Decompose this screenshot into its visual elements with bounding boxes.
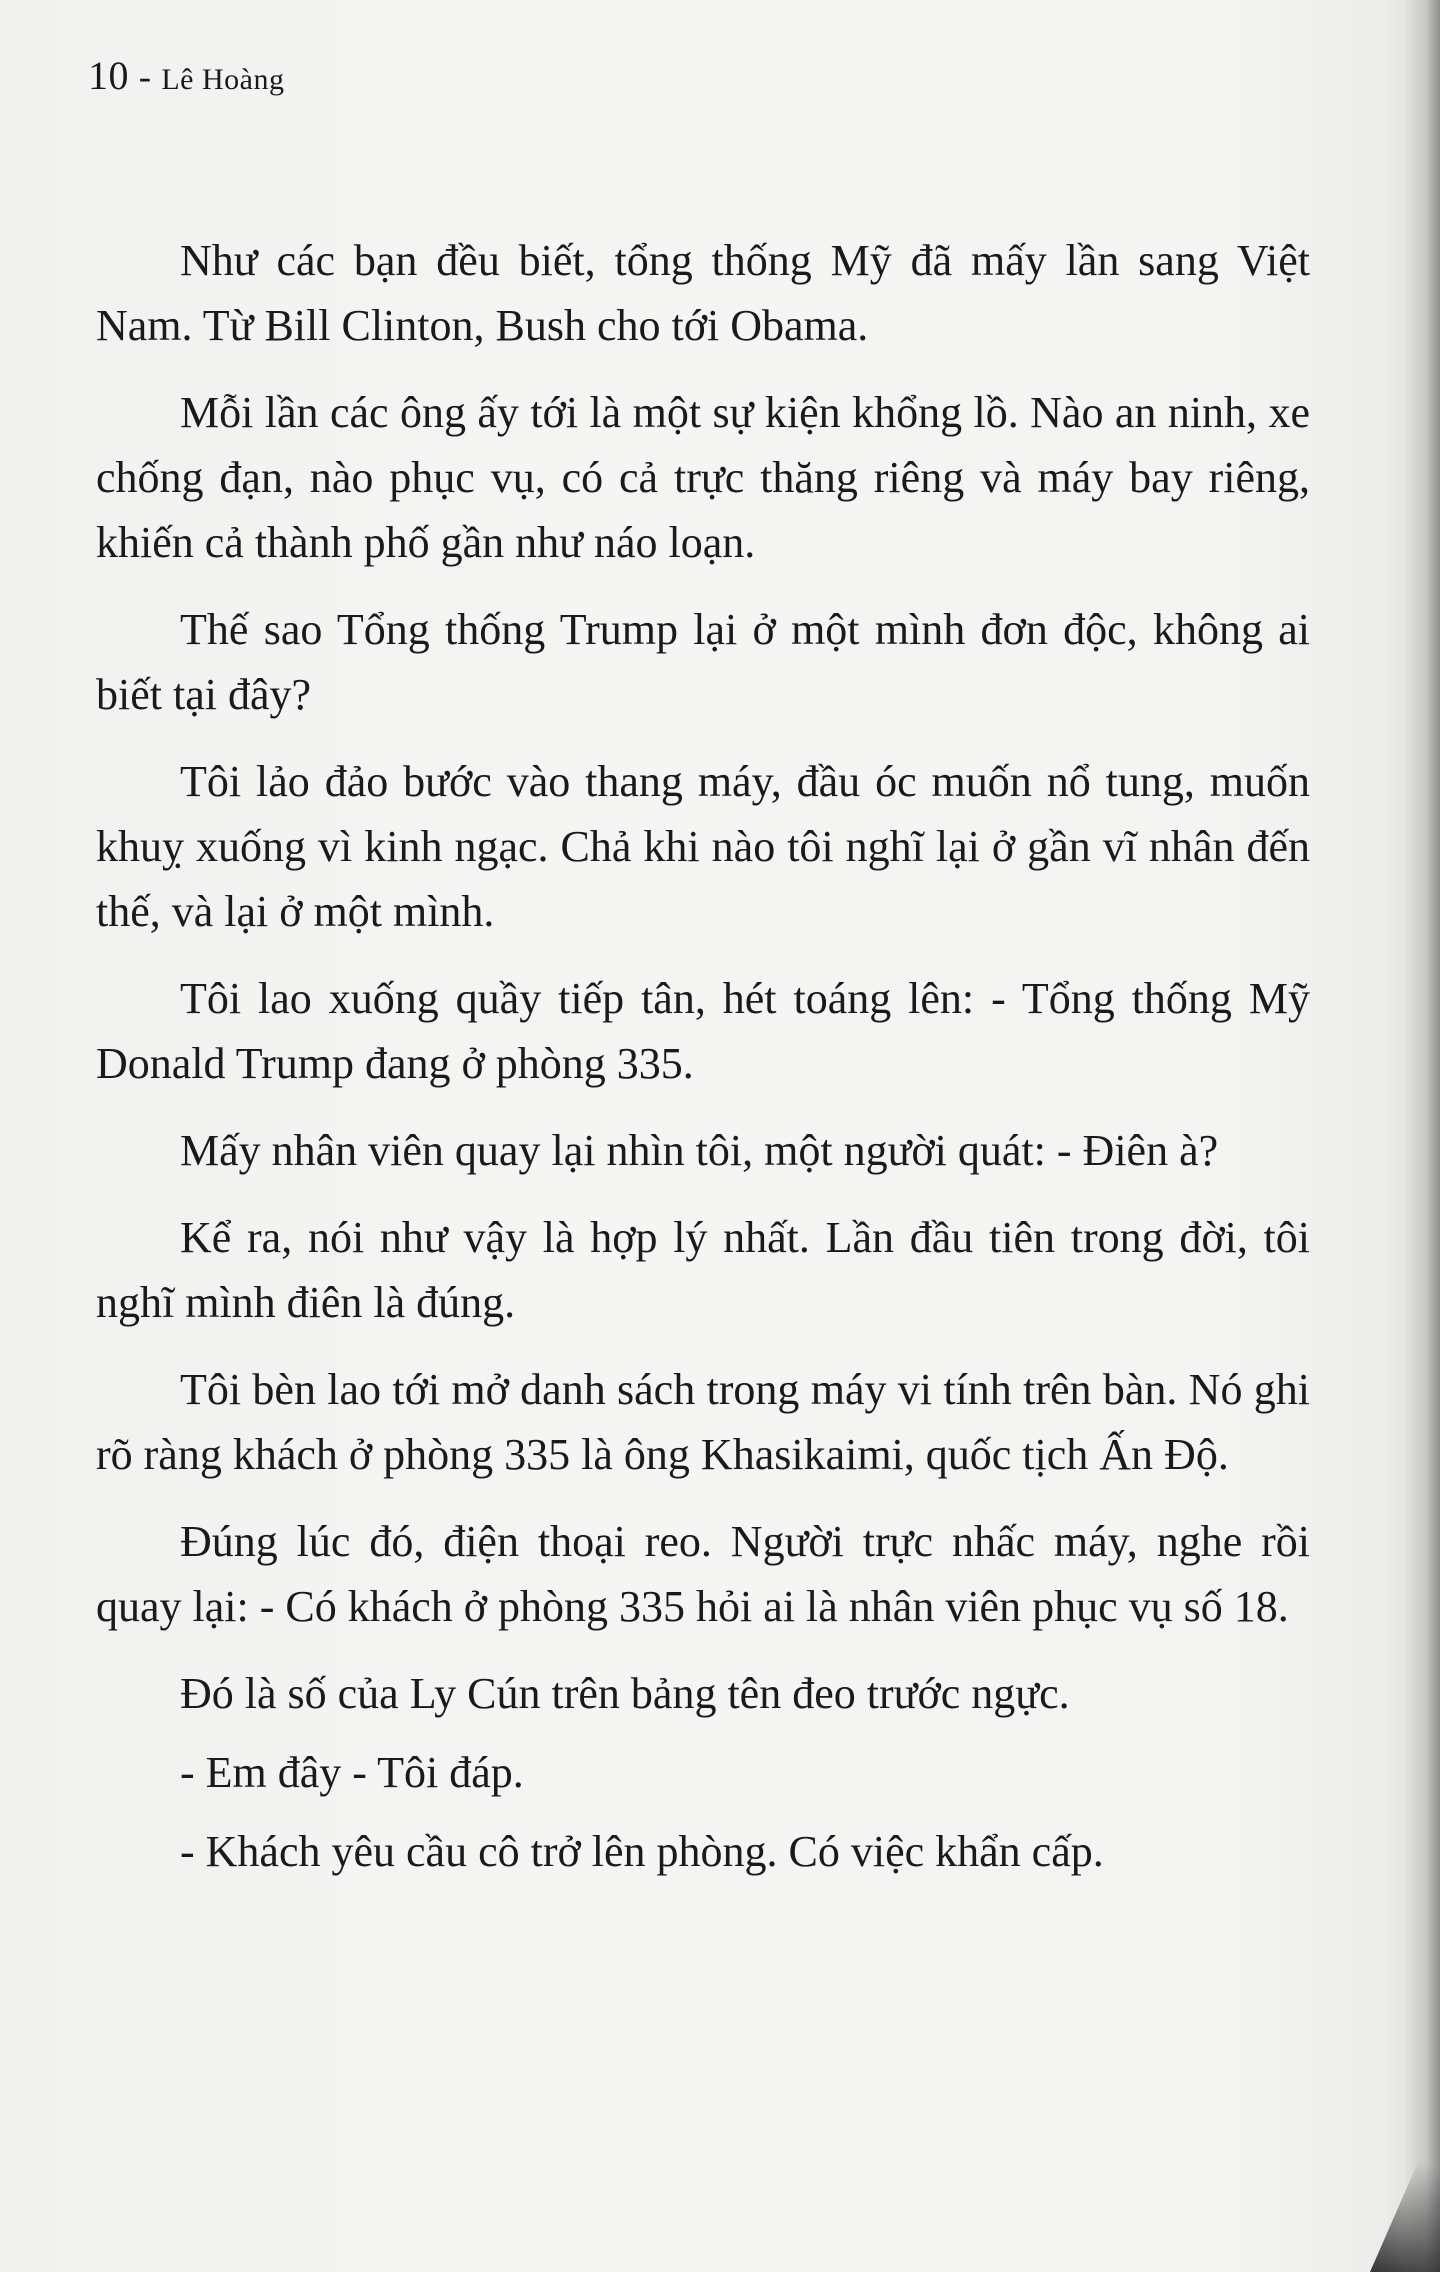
paragraph: Tôi bèn lao tới mở danh sách trong máy vi tính trên bàn. Nó ghi rõ ràng khách ở phòng 335 là ông Khasikaimi, quốc tịch Ấn Độ. (96, 1365, 1310, 1479)
body-text (96, 228, 1310, 1898)
header-separator: - (138, 57, 152, 98)
paragraph: Đúng lúc đó, điện thoại reo. Người trực nhấc máy, nghe rồi quay lại: - Có khách ở phòng 335 hỏi ai là nhân viên phục vụ số 18. (96, 1517, 1310, 1631)
paragraph: Tôi lảo đảo bước vào thang máy, đầu óc muốn nổ tung, muốn khuỵ xuống vì kinh ngạc. Chả khi nào tôi nghĩ lại ở gần vĩ nhân đến thế, và lại ở một mình. (96, 757, 1310, 936)
dialogue-line: - Em đây - Tôi đáp. (180, 1748, 524, 1797)
dialogue-line: - Khách yêu cầu cô trở lên phòng. Có việc khẩn cấp. (180, 1827, 1104, 1876)
paragraph: Như các bạn đều biết, tổng thống Mỹ đã mấy lần sang Việt Nam. Từ Bill Clinton, Bush cho tới Obama. (96, 236, 1310, 350)
paragraph: Mỗi lần các ông ấy tới là một sự kiện khổng lồ. Nào an ninh, xe chống đạn, nào phục vụ, có cả trực thăng riêng và máy bay riêng, khiến cả thành phố gần như náo loạn. (96, 388, 1310, 567)
page-edge-shadow (1404, 0, 1440, 2272)
running-header (88, 52, 284, 99)
paragraph: Thế sao Tổng thống Trump lại ở một mình đơn độc, không ai biết tại đây? (96, 605, 1310, 719)
paragraph: Đó là số của Ly Cún trên bảng tên đeo trước ngực. (180, 1669, 1070, 1718)
paragraph: Kể ra, nói như vậy là hợp lý nhất. Lần đầu tiên trong đời, tôi nghĩ mình điên là đúng. (96, 1213, 1310, 1327)
page-number: 10 (88, 53, 129, 98)
author-name: Lê Hoàng (161, 63, 285, 96)
paragraph: Mấy nhân viên quay lại nhìn tôi, một người quát: - Điên à? (180, 1126, 1219, 1175)
paragraph: Tôi lao xuống quầy tiếp tân, hét toáng lên: - Tổng thống Mỹ Donald Trump đang ở phòng 335. (96, 974, 1310, 1088)
